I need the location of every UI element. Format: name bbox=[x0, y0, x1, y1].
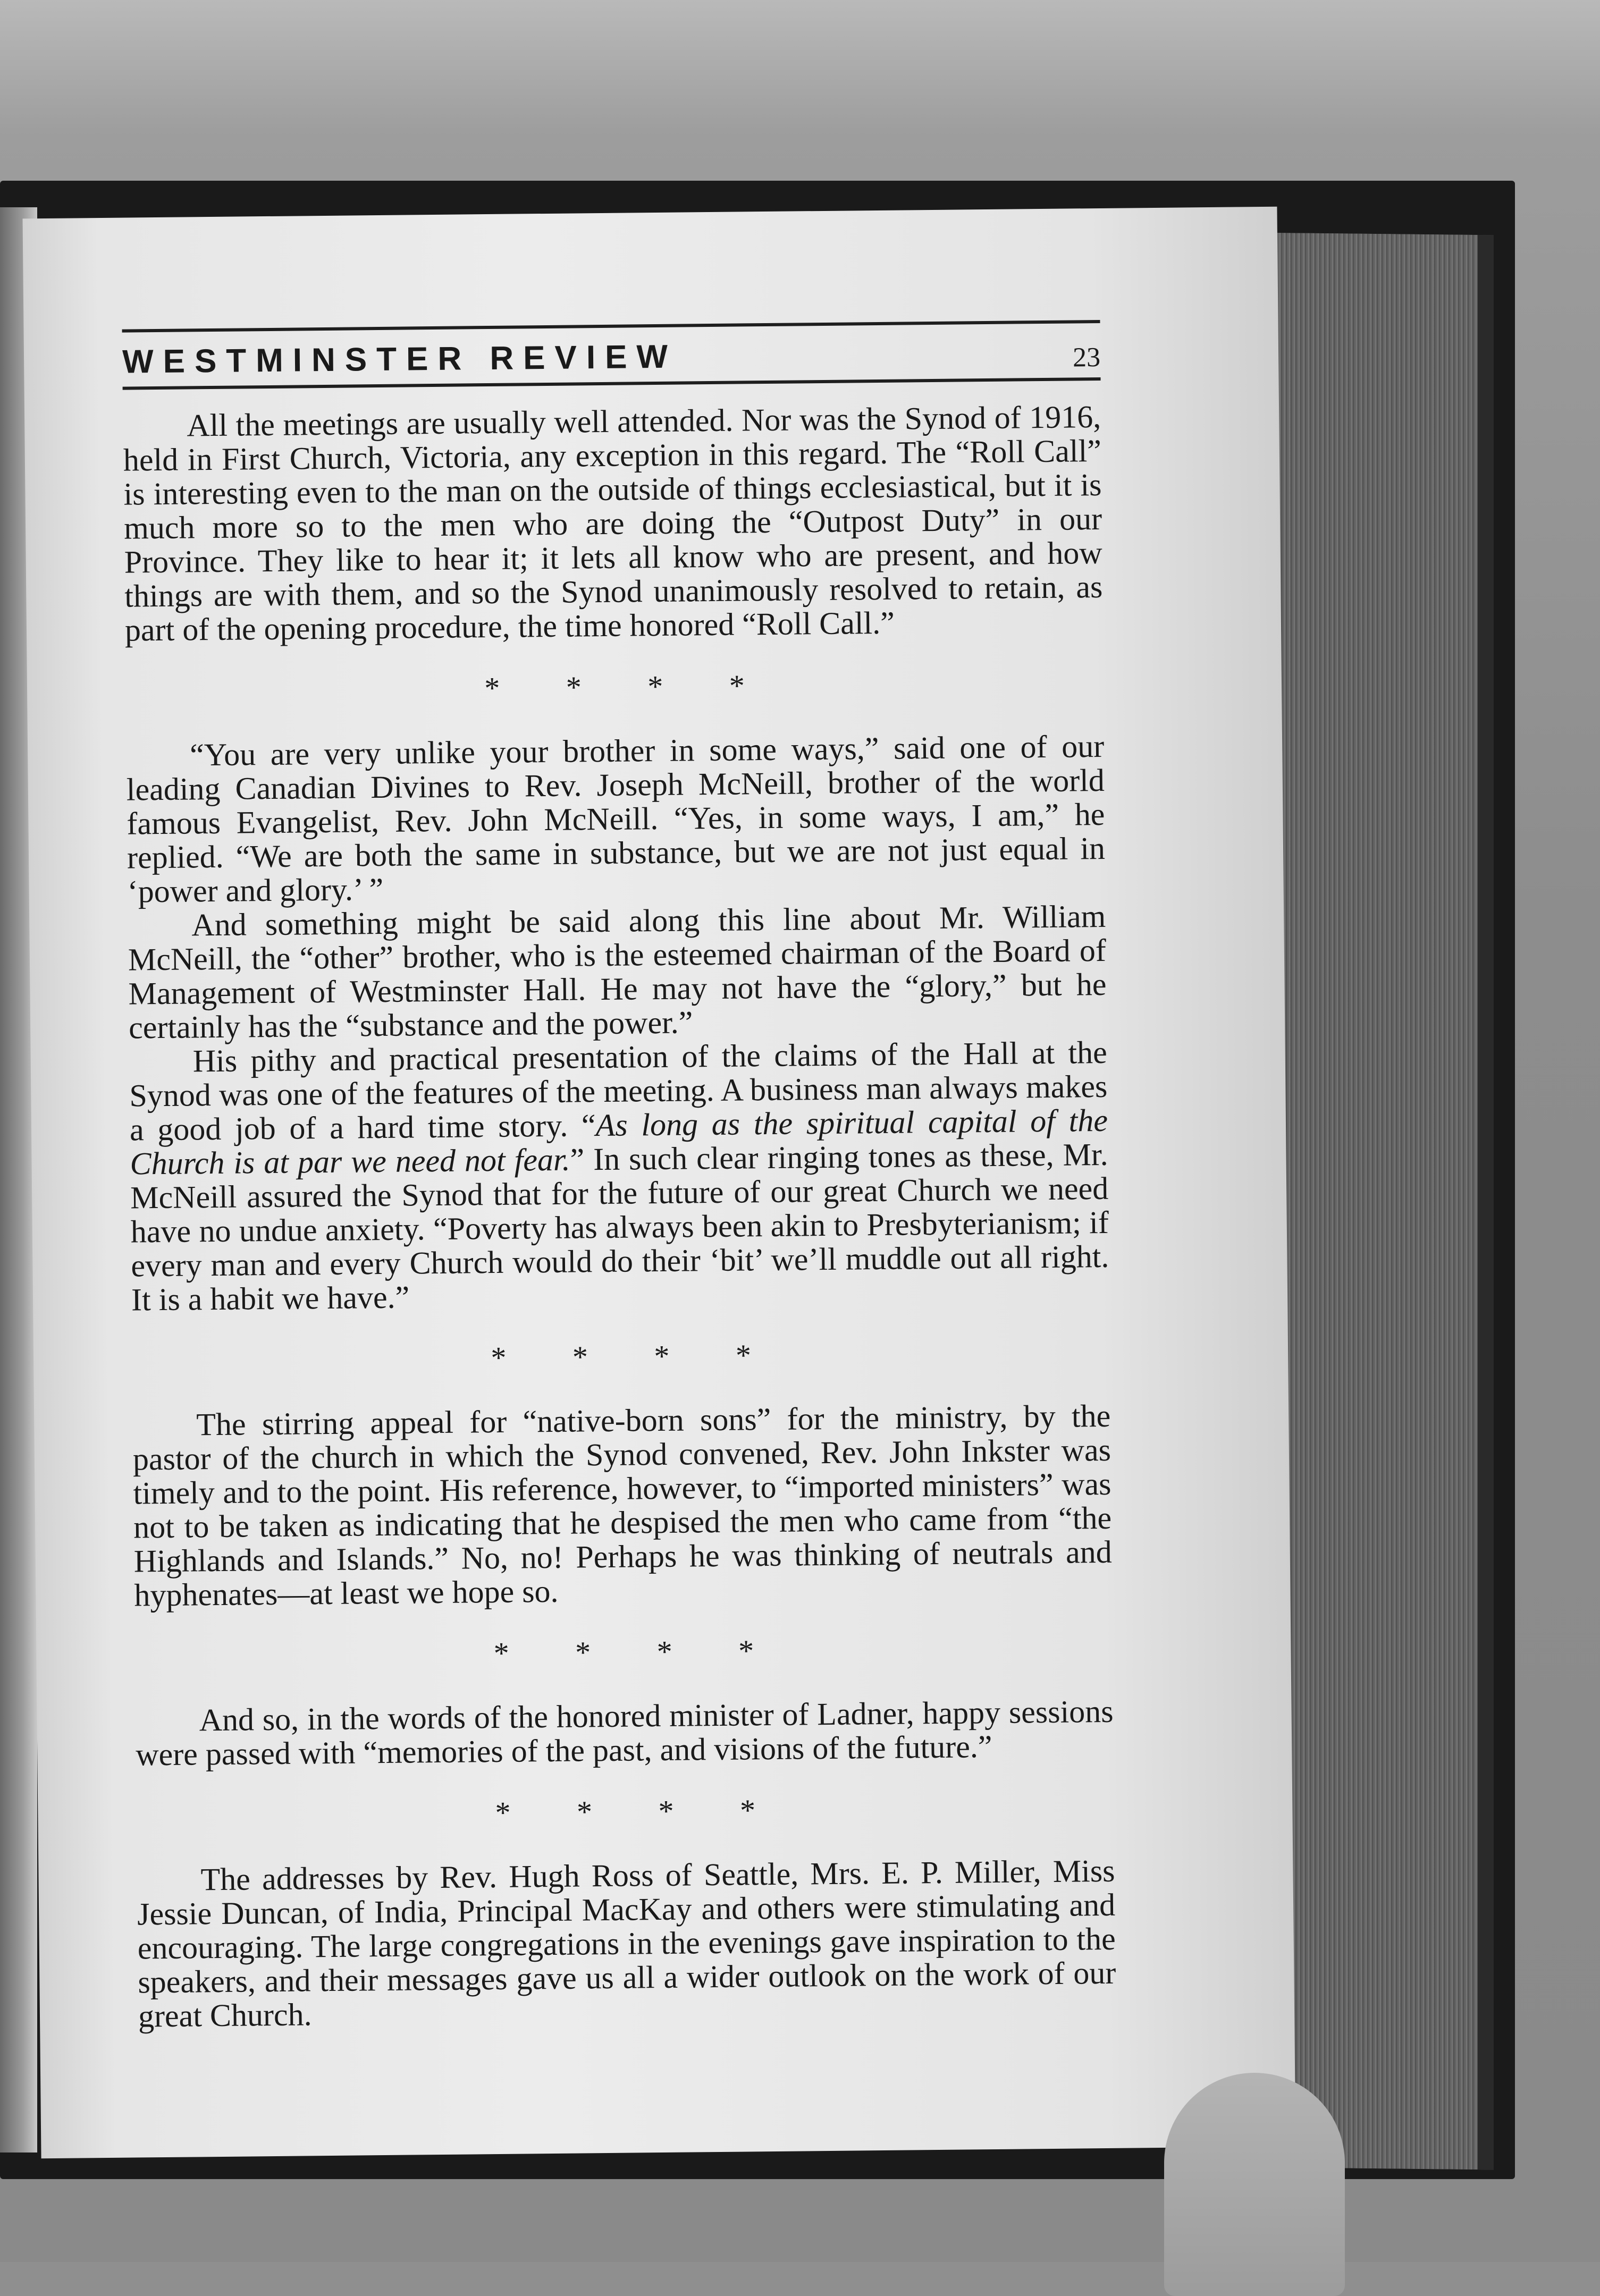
journal-title: WESTMINSTER REVIEW bbox=[122, 338, 678, 381]
paragraph: All the meetings are usually well attended. Nor was the Synod of 1916, held in First Church, Victoria, any exception in this regard. The “Roll Call” is interesting even to the man on the outside of things ecclesiastical, but it is much more so to the men who are doing the “Outpost Duty” in our Province. They like to hear it; it lets all know who are present, and how things are with them, and so the Synod unanimously resolved to retain, as part of the opening procedure, the time honored “Roll Call.” bbox=[123, 399, 1103, 648]
paragraph-text: ” In such clear ringing tones as these, Mr. McNeill assured the Synod that for the future of our great Church we need have no undue anxiety. “Poverty has always been akin to Presbyterianism; if every man and every Church would do their ‘bit’ we’ll muddle out all right. It is a habit we have.” bbox=[130, 1136, 1109, 1318]
paragraph: The stirring appeal for “native-born sons” for the ministry, by the pastor of the church in which the Synod convened, Rev. John Inkster was timely and to the point. His reference, however, to “imported ministers” was not to be taken as indicating that he despised the men who came from “the Highlands and Islands.” No, no! Perhaps he was thinking of neutrals and hyphenates—at least we hope so. bbox=[132, 1398, 1113, 1613]
section-break: * * * * bbox=[484, 668, 774, 706]
article-body bbox=[123, 400, 1116, 2033]
page-number: 23 bbox=[1072, 342, 1101, 373]
running-header bbox=[122, 320, 1101, 393]
paragraph: The addresses by Rev. Hugh Ross of Seattle, Mrs. E. P. Miller, Miss Jessie Duncan, of India, Principal MacKay and others were stimulating and encouraging. The large congregations in the evenings gave inspiration to the speakers, and their messages gave us all a wider outlook on the work of our great Church. bbox=[137, 1853, 1116, 2034]
section-break: * * * * bbox=[495, 1792, 785, 1830]
paragraph: “You are very unlike your brother in some ways,” said one of our leading Canadian Divines to Rev. Joseph McNeill, brother of the world famous Evangelist, Rev. John McNeill. “Yes, in some ways, I am,” he replied. “We are both the same in substance, but we are not just equal in ‘power and glory.’ ” bbox=[126, 728, 1106, 909]
italic-quote: As long as the spiritual capital of the Church is at par we need not fear. bbox=[130, 1102, 1108, 1181]
paragraph: And so, in the words of the honored minister of Ladner, happy sessions were passed with “memories of the past, and visions of the future.” bbox=[135, 1693, 1114, 1772]
header-rule-top bbox=[122, 320, 1100, 333]
paragraph bbox=[129, 1035, 1109, 1317]
thumb-holding-page bbox=[1164, 2073, 1345, 2296]
section-break: * * * * bbox=[493, 1633, 784, 1671]
page-content bbox=[122, 320, 1117, 2033]
section-break: * * * * bbox=[491, 1337, 781, 1375]
book-page bbox=[23, 207, 1296, 2158]
paragraph: And something might be said along this line about Mr. William McNeill, the “other” brother, who is the esteemed chairman of the Board of Management of Westminster Hall. He may not have the “glory,” but he certainly has the “substance and the power.” bbox=[128, 898, 1107, 1045]
paragraph-text: His pithy and practical presentation of the claims of the Hall at the Synod was one of the features of the meeting. A business man always makes a good job of a hard time story. “ bbox=[129, 1034, 1108, 1147]
